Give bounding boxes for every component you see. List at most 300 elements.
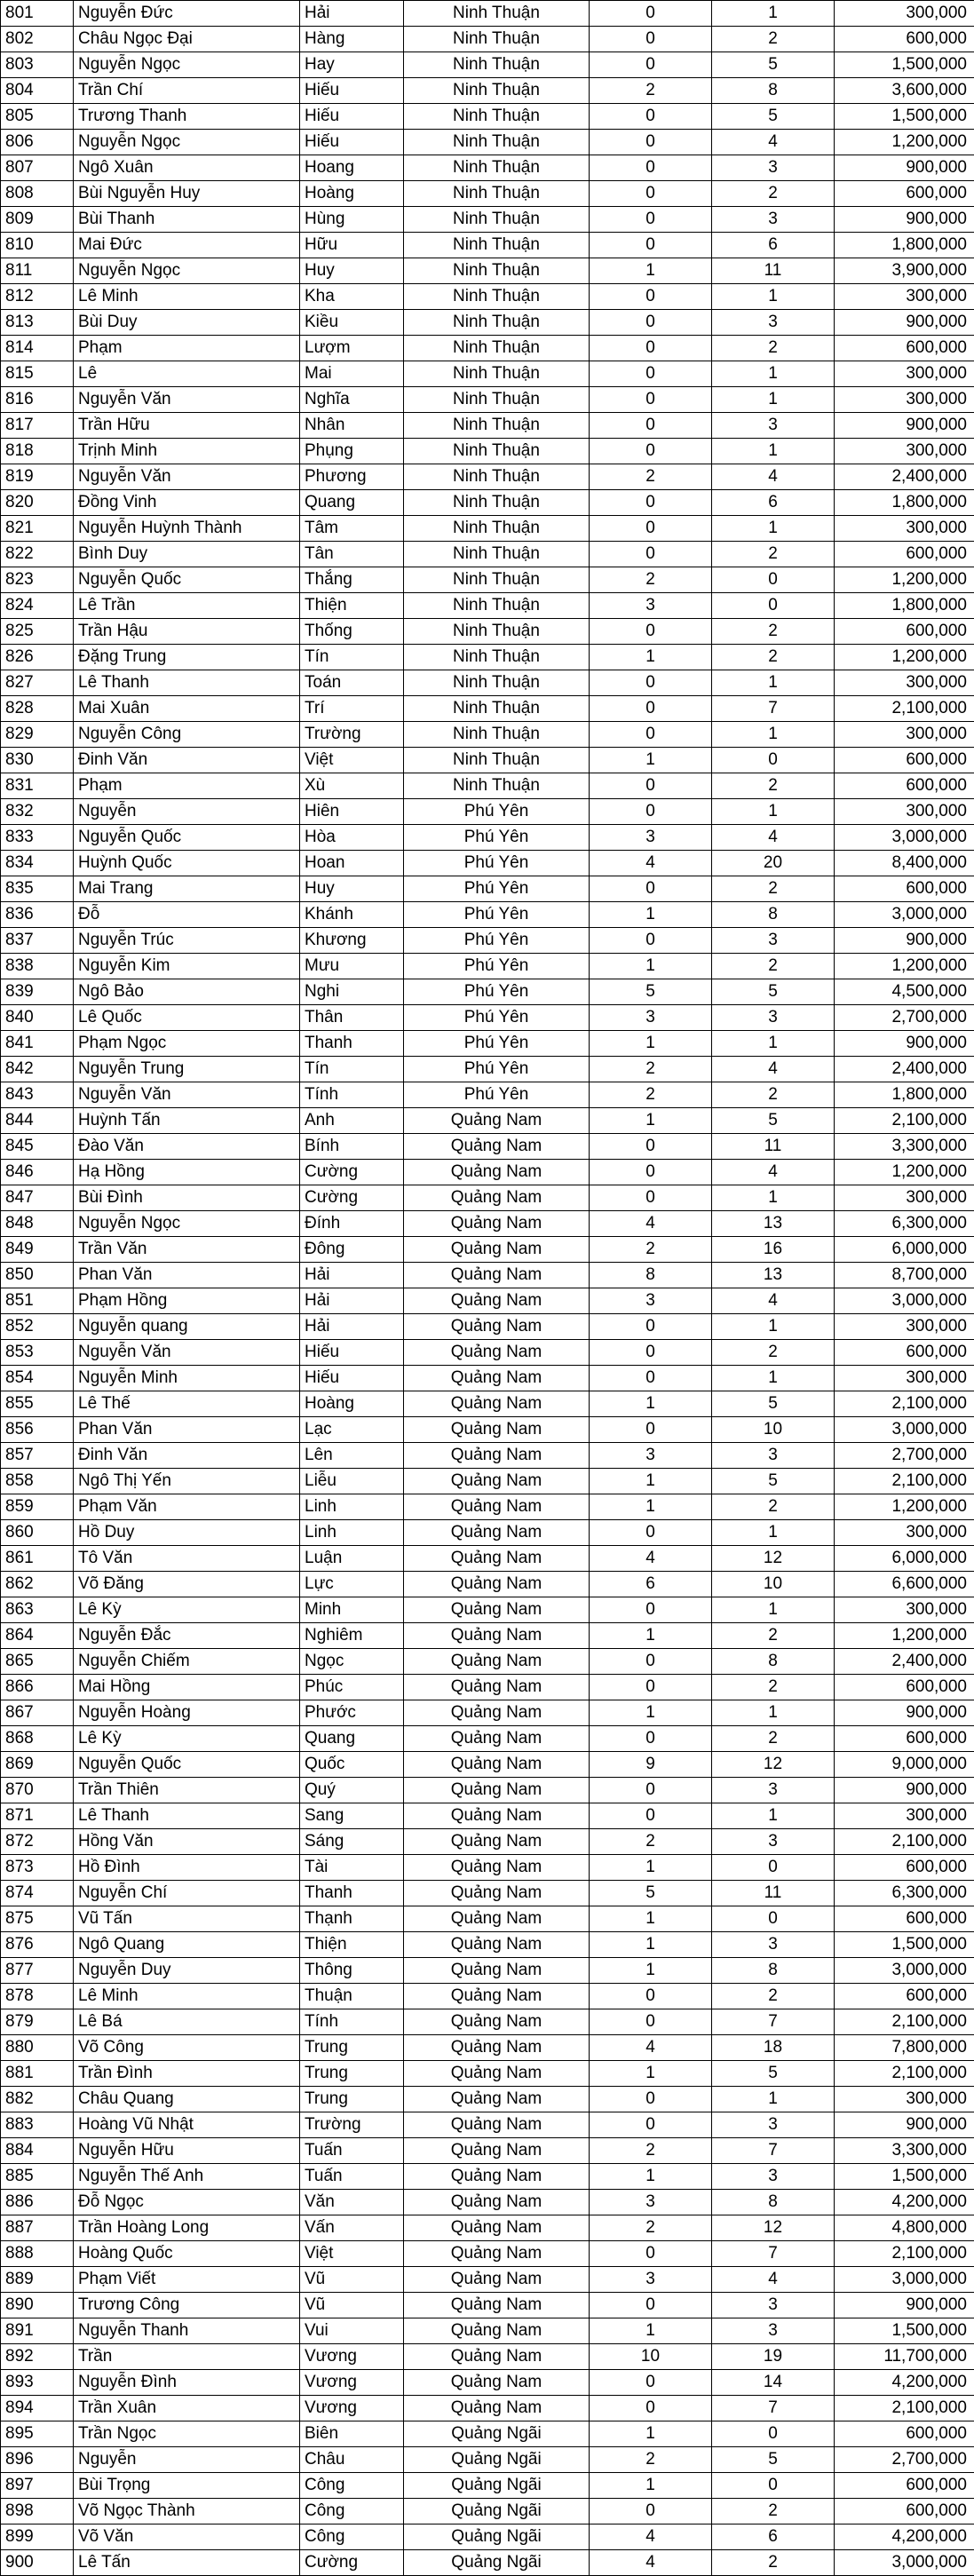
row-number-cell: 842 <box>1 1057 74 1082</box>
amount-cell: 6,300,000 <box>835 1881 974 1906</box>
row-number-cell: 839 <box>1 979 74 1005</box>
table-row <box>1 722 974 748</box>
amount-cell: 3,900,000 <box>835 258 974 284</box>
table-row <box>1 1211 974 1237</box>
given-name-cell: Đính <box>300 1211 404 1237</box>
amount-cell: 900,000 <box>835 207 974 233</box>
given-name-cell: Châu <box>300 2447 404 2473</box>
table-row <box>1 2112 974 2138</box>
count-b-cell: 5 <box>712 1391 835 1417</box>
count-b-cell: 2 <box>712 954 835 979</box>
count-a-cell: 1 <box>590 2318 712 2344</box>
amount-cell: 2,100,000 <box>835 1108 974 1134</box>
row-number-cell: 854 <box>1 1366 74 1391</box>
province-cell: Quảng Nam <box>404 1649 590 1675</box>
row-number-cell: 843 <box>1 1082 74 1108</box>
amount-cell: 2,700,000 <box>835 1443 974 1469</box>
surname-cell: Bùi Duy <box>74 310 300 336</box>
given-name-cell: Việt <box>300 748 404 773</box>
surname-cell: Ngô Quang <box>74 1932 300 1958</box>
amount-cell: 600,000 <box>835 27 974 52</box>
province-cell: Quảng Ngãi <box>404 2421 590 2447</box>
row-number-cell: 805 <box>1 104 74 130</box>
surname-cell: Trương Thanh <box>74 104 300 130</box>
count-a-cell: 0 <box>590 104 712 130</box>
count-b-cell: 3 <box>712 1932 835 1958</box>
row-number-cell: 821 <box>1 516 74 542</box>
surname-cell: Vũ Tấn <box>74 1906 300 1932</box>
amount-cell: 1,500,000 <box>835 52 974 78</box>
row-number-cell: 837 <box>1 928 74 954</box>
count-a-cell: 2 <box>590 2215 712 2241</box>
table-row <box>1 619 974 645</box>
count-a-cell: 0 <box>590 52 712 78</box>
surname-cell: Võ Ngọc Thành <box>74 2499 300 2524</box>
count-b-cell: 2 <box>712 181 835 207</box>
row-number-cell: 807 <box>1 155 74 181</box>
amount-cell: 300,000 <box>835 1366 974 1391</box>
table-row <box>1 2318 974 2344</box>
row-number-cell: 897 <box>1 2473 74 2499</box>
count-b-cell: 5 <box>712 104 835 130</box>
amount-cell: 1,200,000 <box>835 1160 974 1185</box>
table-row <box>1 593 974 619</box>
province-cell: Quảng Nam <box>404 1778 590 1803</box>
count-b-cell: 4 <box>712 1057 835 1082</box>
amount-cell: 600,000 <box>835 773 974 799</box>
province-cell: Ninh Thuận <box>404 722 590 748</box>
row-number-cell: 817 <box>1 413 74 439</box>
count-b-cell: 8 <box>712 1958 835 1984</box>
surname-cell: Đinh Văn <box>74 1443 300 1469</box>
count-a-cell: 0 <box>590 207 712 233</box>
province-cell: Quảng Nam <box>404 1185 590 1211</box>
given-name-cell: Hoan <box>300 851 404 876</box>
given-name-cell: Lượm <box>300 336 404 361</box>
count-b-cell: 3 <box>712 928 835 954</box>
count-a-cell: 1 <box>590 2473 712 2499</box>
province-cell: Quảng Nam <box>404 1546 590 1572</box>
given-name-cell: Khánh <box>300 902 404 928</box>
count-b-cell: 4 <box>712 130 835 155</box>
row-number-cell: 849 <box>1 1237 74 1263</box>
count-b-cell: 3 <box>712 1829 835 1855</box>
count-b-cell: 12 <box>712 2215 835 2241</box>
amount-cell: 900,000 <box>835 1778 974 1803</box>
surname-cell: Nguyễn Duy <box>74 1958 300 1984</box>
count-a-cell: 0 <box>590 1520 712 1546</box>
surname-cell: Trần Ngọc <box>74 2421 300 2447</box>
surname-cell: Trần Thiên <box>74 1778 300 1803</box>
row-number-cell: 848 <box>1 1211 74 1237</box>
province-cell: Phú Yên <box>404 1005 590 1031</box>
given-name-cell: Hiếu <box>300 1340 404 1366</box>
count-a-cell: 6 <box>590 1572 712 1597</box>
table-row <box>1 1237 974 1263</box>
amount-cell: 1,800,000 <box>835 593 974 619</box>
amount-cell: 300,000 <box>835 2087 974 2112</box>
count-a-cell: 0 <box>590 27 712 52</box>
province-cell: Ninh Thuận <box>404 567 590 593</box>
province-cell: Quảng Nam <box>404 1984 590 2009</box>
count-b-cell: 8 <box>712 78 835 104</box>
province-cell: Quảng Nam <box>404 1572 590 1597</box>
given-name-cell: Thống <box>300 619 404 645</box>
count-b-cell: 12 <box>712 1546 835 1572</box>
count-b-cell: 1 <box>712 2087 835 2112</box>
given-name-cell: Hải <box>300 1 404 27</box>
given-name-cell: Đông <box>300 1237 404 1263</box>
row-number-cell: 809 <box>1 207 74 233</box>
given-name-cell: Vương <box>300 2344 404 2370</box>
surname-cell: Nguyễn Quốc <box>74 1752 300 1778</box>
surname-cell: Lê Tấn <box>74 2550 300 2576</box>
row-number-cell: 836 <box>1 902 74 928</box>
province-cell: Quảng Nam <box>404 1288 590 1314</box>
province-cell: Phú Yên <box>404 928 590 954</box>
amount-cell: 2,100,000 <box>835 2009 974 2035</box>
table-row <box>1 104 974 130</box>
table-row <box>1 1546 974 1572</box>
given-name-cell: Quý <box>300 1778 404 1803</box>
count-a-cell: 0 <box>590 1185 712 1211</box>
count-b-cell: 2 <box>712 645 835 670</box>
surname-cell: Đặng Trung <box>74 645 300 670</box>
row-number-cell: 831 <box>1 773 74 799</box>
given-name-cell: Thuận <box>300 1984 404 2009</box>
row-number-cell: 808 <box>1 181 74 207</box>
province-cell: Phú Yên <box>404 902 590 928</box>
amount-cell: 300,000 <box>835 516 974 542</box>
table-row <box>1 2524 974 2550</box>
given-name-cell: Tuấn <box>300 2164 404 2190</box>
province-cell: Quảng Nam <box>404 2138 590 2164</box>
given-name-cell: Vương <box>300 2370 404 2396</box>
count-a-cell: 0 <box>590 928 712 954</box>
table-row <box>1 2164 974 2190</box>
amount-cell: 300,000 <box>835 1803 974 1829</box>
surname-cell: Đỗ <box>74 902 300 928</box>
province-cell: Ninh Thuận <box>404 1 590 27</box>
count-b-cell: 4 <box>712 464 835 490</box>
province-cell: Ninh Thuận <box>404 207 590 233</box>
row-number-cell: 828 <box>1 696 74 722</box>
given-name-cell: Luận <box>300 1546 404 1572</box>
given-name-cell: Liễu <box>300 1469 404 1494</box>
count-a-cell: 1 <box>590 2061 712 2087</box>
table-row <box>1 1263 974 1288</box>
table-row <box>1 2447 974 2473</box>
count-b-cell: 3 <box>712 310 835 336</box>
row-number-cell: 888 <box>1 2241 74 2267</box>
surname-cell: Mai Đức <box>74 233 300 258</box>
surname-cell: Hoàng Quốc <box>74 2241 300 2267</box>
count-a-cell: 0 <box>590 413 712 439</box>
count-b-cell: 20 <box>712 851 835 876</box>
surname-cell: Lê Bá <box>74 2009 300 2035</box>
given-name-cell: Ngọc <box>300 1649 404 1675</box>
row-number-cell: 899 <box>1 2524 74 2550</box>
surname-cell: Bùi Trọng <box>74 2473 300 2499</box>
given-name-cell: Tân <box>300 542 404 567</box>
count-a-cell: 0 <box>590 799 712 825</box>
surname-cell: Nguyễn Thế Anh <box>74 2164 300 2190</box>
surname-cell: Mai Trang <box>74 876 300 902</box>
province-cell: Quảng Nam <box>404 1211 590 1237</box>
amount-cell: 3,300,000 <box>835 2138 974 2164</box>
amount-cell: 600,000 <box>835 1906 974 1932</box>
table-row <box>1 2138 974 2164</box>
row-number-cell: 806 <box>1 130 74 155</box>
surname-cell: Phan Văn <box>74 1263 300 1288</box>
table-row <box>1 181 974 207</box>
table-row <box>1 2241 974 2267</box>
count-a-cell: 1 <box>590 2164 712 2190</box>
amount-cell: 8,400,000 <box>835 851 974 876</box>
count-a-cell: 0 <box>590 670 712 696</box>
count-b-cell: 6 <box>712 233 835 258</box>
amount-cell: 300,000 <box>835 439 974 464</box>
count-b-cell: 1 <box>712 1597 835 1623</box>
given-name-cell: Hàng <box>300 27 404 52</box>
table-row <box>1 928 974 954</box>
count-a-cell: 0 <box>590 1726 712 1752</box>
count-b-cell: 6 <box>712 2524 835 2550</box>
table-row <box>1 567 974 593</box>
amount-cell: 900,000 <box>835 155 974 181</box>
count-a-cell: 2 <box>590 2138 712 2164</box>
province-cell: Quảng Ngãi <box>404 2473 590 2499</box>
amount-cell: 1,200,000 <box>835 567 974 593</box>
province-cell: Quảng Ngãi <box>404 2499 590 2524</box>
amount-cell: 1,200,000 <box>835 954 974 979</box>
table-row <box>1 361 974 387</box>
given-name-cell: Bính <box>300 1134 404 1160</box>
surname-cell: Lê Minh <box>74 284 300 310</box>
given-name-cell: Minh <box>300 1597 404 1623</box>
row-number-cell: 877 <box>1 1958 74 1984</box>
count-b-cell: 0 <box>712 2421 835 2447</box>
surname-cell: Nguyễn <box>74 799 300 825</box>
province-cell: Quảng Nam <box>404 2318 590 2344</box>
count-a-cell: 1 <box>590 1031 712 1057</box>
row-number-cell: 876 <box>1 1932 74 1958</box>
amount-cell: 600,000 <box>835 2473 974 2499</box>
table-row <box>1 902 974 928</box>
count-b-cell: 2 <box>712 2499 835 2524</box>
count-b-cell: 4 <box>712 825 835 851</box>
count-b-cell: 1 <box>712 284 835 310</box>
amount-cell: 2,400,000 <box>835 464 974 490</box>
row-number-cell: 898 <box>1 2499 74 2524</box>
count-a-cell: 3 <box>590 1288 712 1314</box>
amount-cell: 2,400,000 <box>835 1057 974 1082</box>
amount-cell: 1,800,000 <box>835 233 974 258</box>
given-name-cell: Hoàng <box>300 181 404 207</box>
count-a-cell: 0 <box>590 181 712 207</box>
province-cell: Ninh Thuận <box>404 27 590 52</box>
row-number-cell: 896 <box>1 2447 74 2473</box>
given-name-cell: Sang <box>300 1803 404 1829</box>
province-cell: Ninh Thuận <box>404 413 590 439</box>
given-name-cell: Vũ <box>300 2267 404 2293</box>
province-cell: Ninh Thuận <box>404 336 590 361</box>
amount-cell: 3,300,000 <box>835 1134 974 1160</box>
surname-cell: Nguyễn Ngọc <box>74 52 300 78</box>
amount-cell: 300,000 <box>835 799 974 825</box>
surname-cell: Nguyễn Văn <box>74 464 300 490</box>
given-name-cell: Công <box>300 2499 404 2524</box>
table-row <box>1 1494 974 1520</box>
count-a-cell: 1 <box>590 1469 712 1494</box>
given-name-cell: Vũ <box>300 2293 404 2318</box>
row-number-cell: 812 <box>1 284 74 310</box>
table-row <box>1 490 974 516</box>
surname-cell: Trần Hậu <box>74 619 300 645</box>
amount-cell: 300,000 <box>835 284 974 310</box>
row-number-cell: 816 <box>1 387 74 413</box>
table-row <box>1 233 974 258</box>
table-row <box>1 799 974 825</box>
row-number-cell: 803 <box>1 52 74 78</box>
given-name-cell: Phụng <box>300 439 404 464</box>
given-name-cell: Phước <box>300 1700 404 1726</box>
count-b-cell: 19 <box>712 2344 835 2370</box>
table-row <box>1 1443 974 1469</box>
table-row <box>1 1726 974 1752</box>
province-cell: Quảng Nam <box>404 2344 590 2370</box>
given-name-cell: Lực <box>300 1572 404 1597</box>
count-a-cell: 0 <box>590 696 712 722</box>
province-cell: Ninh Thuận <box>404 748 590 773</box>
given-name-cell: Thạnh <box>300 1906 404 1932</box>
row-number-cell: 865 <box>1 1649 74 1675</box>
row-number-cell: 845 <box>1 1134 74 1160</box>
surname-cell: Võ Công <box>74 2035 300 2061</box>
count-b-cell: 0 <box>712 567 835 593</box>
count-a-cell: 0 <box>590 1803 712 1829</box>
count-b-cell: 10 <box>712 1417 835 1443</box>
province-cell: Quảng Nam <box>404 1340 590 1366</box>
province-cell: Quảng Nam <box>404 2293 590 2318</box>
given-name-cell: Tín <box>300 1057 404 1082</box>
province-cell: Quảng Nam <box>404 1855 590 1881</box>
count-b-cell: 8 <box>712 2190 835 2215</box>
amount-cell: 300,000 <box>835 722 974 748</box>
table-row <box>1 1881 974 1906</box>
province-cell: Quảng Nam <box>404 1906 590 1932</box>
count-b-cell: 3 <box>712 2112 835 2138</box>
surname-cell: Hồng Văn <box>74 1829 300 1855</box>
table-row <box>1 2267 974 2293</box>
amount-cell: 3,000,000 <box>835 2267 974 2293</box>
count-b-cell: 2 <box>712 1623 835 1649</box>
surname-cell: Nguyễn <box>74 2447 300 2473</box>
given-name-cell: Hải <box>300 1314 404 1340</box>
amount-cell: 900,000 <box>835 310 974 336</box>
given-name-cell: Nghi <box>300 979 404 1005</box>
province-cell: Ninh Thuận <box>404 181 590 207</box>
amount-cell: 600,000 <box>835 748 974 773</box>
province-cell: Quảng Nam <box>404 1443 590 1469</box>
count-a-cell: 1 <box>590 1494 712 1520</box>
amount-cell: 300,000 <box>835 361 974 387</box>
given-name-cell: Trung <box>300 2087 404 2112</box>
count-a-cell: 0 <box>590 619 712 645</box>
amount-cell: 1,800,000 <box>835 490 974 516</box>
table-row <box>1 2215 974 2241</box>
count-a-cell: 0 <box>590 2370 712 2396</box>
row-number-cell: 810 <box>1 233 74 258</box>
count-a-cell: 3 <box>590 825 712 851</box>
count-b-cell: 1 <box>712 1366 835 1391</box>
amount-cell: 2,100,000 <box>835 2061 974 2087</box>
surname-cell: Trần Hữu <box>74 413 300 439</box>
count-a-cell: 2 <box>590 78 712 104</box>
count-b-cell: 5 <box>712 1108 835 1134</box>
table-row <box>1 1829 974 1855</box>
amount-cell: 1,200,000 <box>835 1494 974 1520</box>
amount-cell: 6,300,000 <box>835 1211 974 1237</box>
count-a-cell: 0 <box>590 2499 712 2524</box>
count-a-cell: 1 <box>590 954 712 979</box>
count-b-cell: 2 <box>712 336 835 361</box>
province-cell: Quảng Nam <box>404 1726 590 1752</box>
row-number-cell: 844 <box>1 1108 74 1134</box>
province-cell: Quảng Nam <box>404 2241 590 2267</box>
row-number-cell: 874 <box>1 1881 74 1906</box>
count-a-cell: 1 <box>590 902 712 928</box>
province-cell: Ninh Thuận <box>404 773 590 799</box>
count-b-cell: 1 <box>712 1314 835 1340</box>
count-b-cell: 3 <box>712 1778 835 1803</box>
count-b-cell: 1 <box>712 439 835 464</box>
count-a-cell: 3 <box>590 1443 712 1469</box>
table-row <box>1 1469 974 1494</box>
count-a-cell: 0 <box>590 1 712 27</box>
table-row <box>1 2344 974 2370</box>
surname-cell: Phạm Văn <box>74 1494 300 1520</box>
surname-cell: Lê <box>74 361 300 387</box>
given-name-cell: Sáng <box>300 1829 404 1855</box>
surname-cell: Tô Văn <box>74 1546 300 1572</box>
count-a-cell: 0 <box>590 876 712 902</box>
table-row <box>1 1160 974 1185</box>
count-a-cell: 4 <box>590 2035 712 2061</box>
province-cell: Quảng Nam <box>404 1263 590 1288</box>
row-number-cell: 884 <box>1 2138 74 2164</box>
surname-cell: Nguyễn Ngọc <box>74 1211 300 1237</box>
surname-cell: Nguyễn Quốc <box>74 567 300 593</box>
province-cell: Ninh Thuận <box>404 387 590 413</box>
surname-cell: Nguyễn Trúc <box>74 928 300 954</box>
surname-cell: Nguyễn Kim <box>74 954 300 979</box>
province-cell: Quảng Nam <box>404 1932 590 1958</box>
count-a-cell: 1 <box>590 258 712 284</box>
count-a-cell: 0 <box>590 1366 712 1391</box>
given-name-cell: Thắng <box>300 567 404 593</box>
amount-cell: 3,000,000 <box>835 825 974 851</box>
count-a-cell: 0 <box>590 1778 712 1803</box>
count-a-cell: 0 <box>590 1340 712 1366</box>
count-a-cell: 0 <box>590 1984 712 2009</box>
row-number-cell: 881 <box>1 2061 74 2087</box>
row-number-cell: 833 <box>1 825 74 851</box>
count-b-cell: 12 <box>712 1752 835 1778</box>
surname-cell: Phan Văn <box>74 1417 300 1443</box>
surname-cell: Nguyễn Chiếm <box>74 1649 300 1675</box>
province-cell: Quảng Nam <box>404 1623 590 1649</box>
